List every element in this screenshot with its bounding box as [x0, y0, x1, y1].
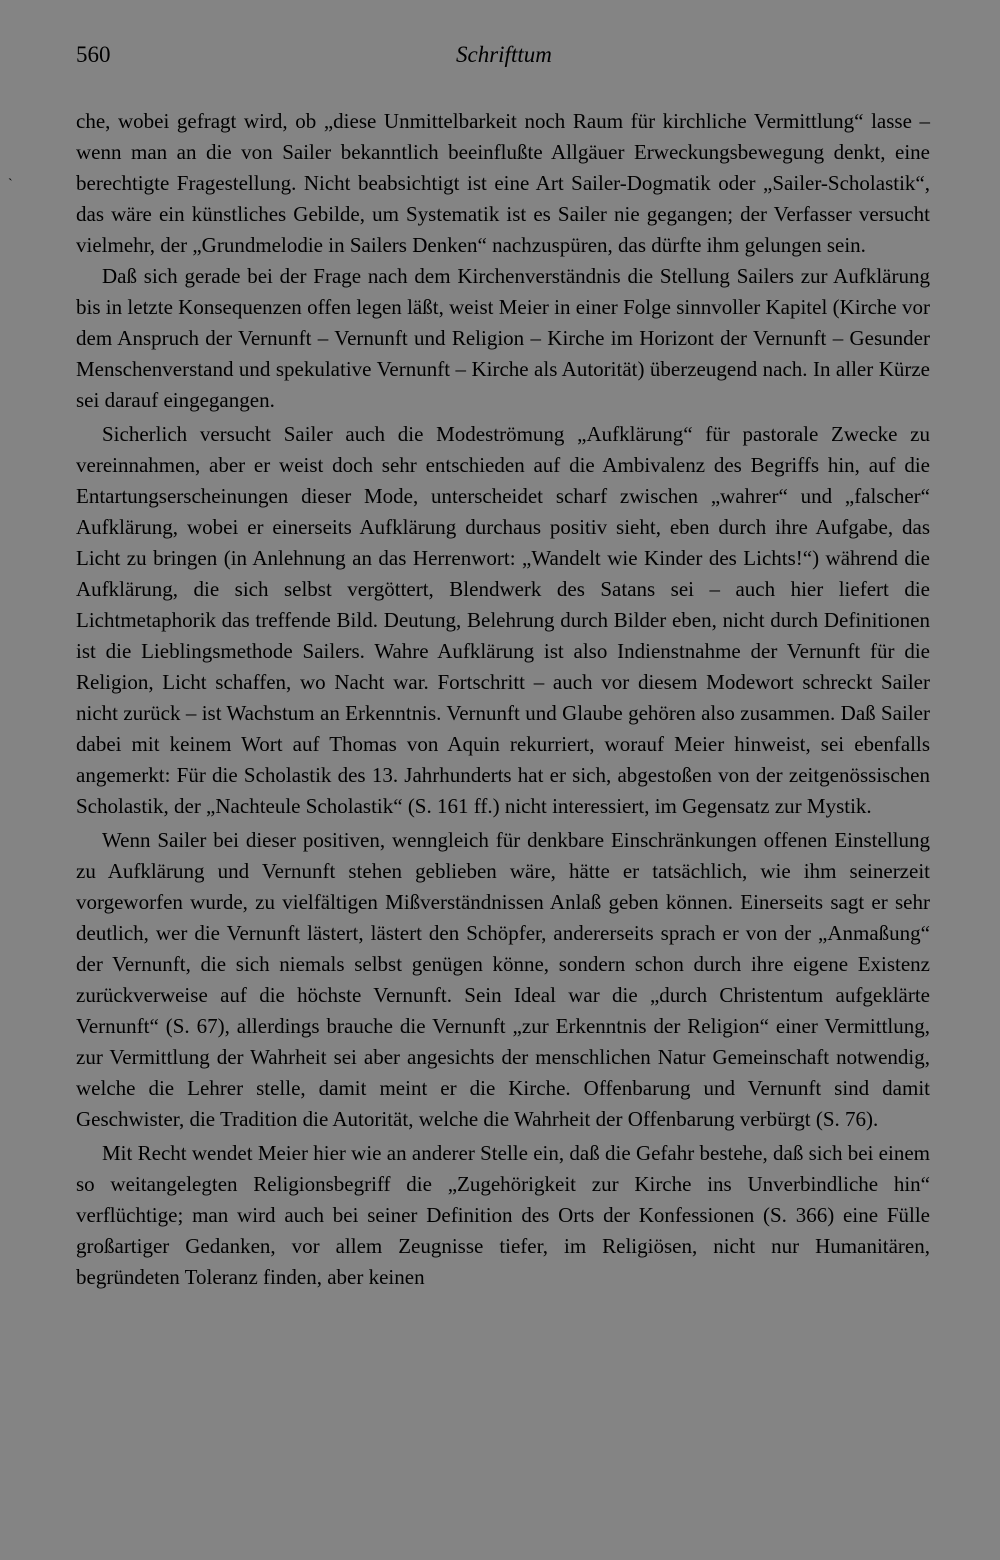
section-title: Schrifttum	[456, 42, 552, 67]
body-text	[76, 106, 930, 1293]
paragraph-4: Wenn Sailer bei dieser positiven, wenngleich für denkbare Einschränkungen offenen Einstellung zu Aufklärung und Vernunft stehen geblieben wäre, hätte er tatsächlich, wie ihm seinerzeit vorgeworfen wurde, zu vielfältigen Mißverständnissen Anlaß geben können. Einerseits sagt er sehr deutlich, wer die Vernunft lästert, lästert den Schöpfer, andererseits sprach er von der „Anmaßung“ der Vernunft, die sich niemals selbst genügen könne, sondern schon durch ihre eigene Existenz zurückverweise auf die höchste Vernunft. Sein Ideal war die „durch Christentum aufgeklärte Vernunft“ (S. 67), allerdings brauche die Vernunft „zur Erkenntnis der Religion“ einer Vermittlung, zur Vermittlung der Wahrheit sei aber angesichts der menschlichen Natur Gemeinschaft notwendig, welche die Lehrer stelle, damit meint er die Kirche. Offenbarung und Vernunft sind damit Geschwister, die Tradition die Autorität, welche die Wahrheit der Offenbarung verbürgt (S. 76).	[76, 828, 930, 1131]
paragraph-1: che, wobei gefragt wird, ob „diese Unmittelbarkeit noch Raum für kirchliche Vermittlung“ lasse – wenn man an die von Sailer bekanntlich beeinflußte Allgäuer Erweckungsbewegung denkt, eine berechtigte Fragestellung. Nicht beabsichtigt ist eine Art Sailer-Dogmatik oder „Sailer-Scholastik“, das wäre ein künstliches Gebilde, um Systematik ist es Sailer nie gegangen; der Verfasser versucht vielmehr, der „Grundmelodie in Sailers Denken“ nachzuspüren, das dürfte ihm gelungen sein.	[76, 109, 930, 257]
stray-mark: `	[8, 177, 13, 192]
paragraph-5: Mit Recht wendet Meier hier wie an anderer Stelle ein, daß die Gefahr bestehe, daß sich bei einem so weitangelegten Religionsbegriff die „Zugehörigkeit zur Kirche ins Unverbindliche hin“ verflüchtige; man wird auch bei seiner Definition des Orts der Konfessionen (S. 366) eine Fülle großartiger Gedanken, vor allem Zeugnisse tiefer, im Religiösen, nicht nur Humanitären, begründeten Toleranz finden, aber keinen	[76, 1141, 930, 1289]
paragraph-3: Sicherlich versucht Sailer auch die Modeströmung „Aufklärung“ für pastorale Zwecke zu vereinnahmen, aber er weist doch sehr entschieden auf die Ambivalenz des Begriffs hin, auf die Entartungserscheinungen dieser Mode, unterscheidet scharf zwischen „wahrer“ und „falscher“ Aufklärung, wobei er einerseits Aufklärung durchaus positiv sieht, eben durch ihre Aufgabe, das Licht zu bringen (in Anlehnung an das Herrenwort: „Wandelt wie Kinder des Lichts!“) während die Aufklärung, die sich selbst vergöttert, Blendwerk des Satans sei – auch hier liefert die Lichtmetaphorik das treffende Bild. Deutung, Belehrung durch Bilder eben, nicht durch Definitionen ist die Lieblingsmethode Sailers. Wahre Aufklärung ist also Indienstnahme der Vernunft für die Religion, Licht schaffen, wo Nacht war. Fortschritt – auch vor diesem Modewort schreckt Sailer nicht zurück – ist Wachstum an Erkenntnis. Vernunft und Glaube gehören also zusammen. Daß Sailer dabei mit keinem Wort auf Thomas von Aquin rekurriert, worauf Meier hinweist, sei ebenfalls angemerkt: Für die Scholastik des 13. Jahrhunderts hat er sich, abgestoßen von der zeitgenössischen Scholastik, der „Nachteule Scholastik“ (S. 161 ff.) nicht interessiert, im Gegensatz zur Mystik.	[76, 422, 930, 818]
paragraph-2: Daß sich gerade bei der Frage nach dem Kirchenverständnis die Stellung Sailers zur Aufklärung bis in letzte Konsequenzen offen legen läßt, weist Meier in einer Folge sinnvoller Kapitel (Kirche vor dem Anspruch der Vernunft – Vernunft und Religion – Kirche im Horizont der Vernunft – Gesunder Menschenverstand und spekulative Vernunft – Kirche als Autorität) überzeugend nach. In aller Kürze sei darauf eingegangen.	[76, 264, 930, 412]
page-number: 560	[76, 42, 111, 67]
running-head	[76, 38, 930, 72]
